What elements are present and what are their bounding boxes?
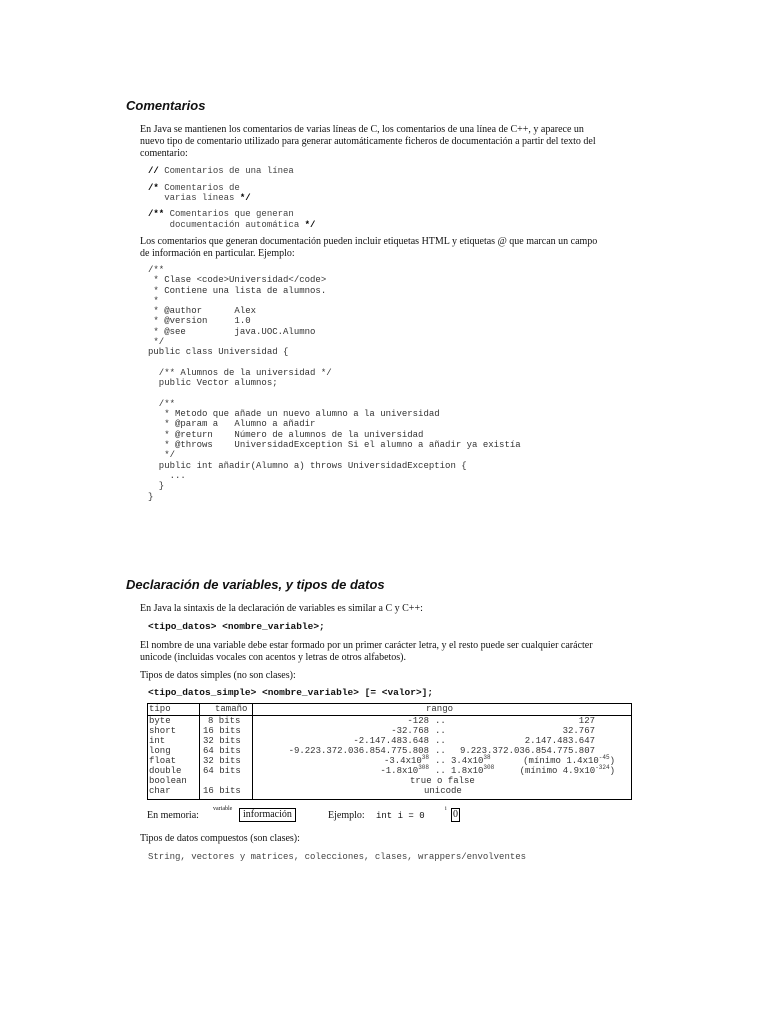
cell-min: -9.223.372.036.854.775.808 (288, 746, 429, 756)
cell-size: 16 bits (203, 786, 241, 796)
cell-range: unicode (424, 786, 462, 796)
example-value-box: 0 (453, 809, 458, 820)
memory-small-label: variable (213, 806, 233, 812)
cell-tipo: int (149, 736, 166, 746)
cell-size: 16 bits (203, 726, 241, 736)
example-code: int i = 0 (376, 811, 425, 821)
header-tipo: tipo (149, 704, 171, 714)
cell-tipo: float (149, 756, 177, 766)
types-table (147, 703, 632, 800)
compound-types-list: String, vectores y matrices, colecciones, clases, wrappers/envolventes (148, 852, 527, 862)
cell-tipo: short (149, 726, 177, 736)
cell-max: 32.767 (562, 726, 595, 736)
comentarios-intro: En Java se mantienen los comentarios de varias líneas de C, los comentarios de una línea de C++, y aparece un nuevo tipo de comentario utilizado para generar automáticamente ficheros de documentación a partir del texto del comentario: (140, 124, 596, 159)
memory-label: En memoria: (147, 810, 199, 821)
cell-note: (mínimo $4.9x10^{-324}$) (519, 764, 615, 776)
cell-min: -128 (407, 716, 429, 726)
cell-size: 32 bits (203, 756, 241, 766)
section-title-comentarios: Comentarios (126, 98, 206, 113)
cell-sep: .. (435, 756, 446, 766)
table-row (148, 736, 631, 746)
variables-intro: En Java la sintaxis de la declaración de variables es similar a C y C++: (140, 603, 423, 614)
cell-max: 2.147.483.647 (524, 736, 595, 746)
multi-line-comment-1: /* Comentarios de (148, 183, 240, 193)
header-tamano: tamaño (215, 704, 248, 714)
example-label: Ejemplo: (328, 810, 365, 821)
simple-types-label: Tipos de datos simples (no son clases): (140, 670, 296, 681)
example-code-block: /** * Clase <code>Universidad</code> * Contiene una lista de alumnos. * * @author Alex * @version 1.0 * @see java.UOC.Alumno */ public class Universidad { /** Alumnos de la universidad */ public Vector alumnos; /** * Metodo que añade un nuevo alumno a la universidad * @param a Alumno a añadir * @return Número de alumnos de la universidad * @throws UniversidadException Si el alumno a añadir ya existía */ public int añadir(Alumno a) throws UniversidadException { ... } } (148, 265, 521, 502)
header-rango: rango (426, 704, 454, 714)
table-row (148, 746, 631, 756)
doc-note: Los comentarios que generan documentación pueden incluir etiquetas HTML y etiquetas @ que marcan un campo de información en particular. Ejemplo: (140, 236, 598, 259)
table-row (148, 726, 631, 736)
example-small-index: i (445, 806, 447, 812)
doc-comment-2: documentación automática */ (148, 220, 316, 230)
cell-sep: .. (435, 726, 446, 736)
naming-rule: El nombre de una variable debe estar formado por un primer carácter letra, y el resto puede ser cualquier carácter unicode (incluidas vocales con acentos y letras de otros alfabetos). (140, 640, 593, 663)
table-row (148, 766, 631, 776)
cell-note: (mínimo $1.4x10^{-45}$) (523, 754, 615, 766)
cell-min: $-3.4x10^{38}$ (383, 754, 429, 766)
table-row (148, 776, 631, 786)
cell-max: 9.223.372.036.854.775.807 (459, 746, 595, 756)
cell-size: 8 bits (208, 716, 241, 726)
doc-comment-1: /** Comentarios que generan (148, 209, 294, 219)
cell-min: -2.147.483.648 (353, 736, 429, 746)
cell-tipo: byte (149, 716, 171, 726)
cell-sep: .. (435, 746, 446, 756)
cell-max: 127 (578, 716, 595, 726)
cell-size: 64 bits (203, 766, 241, 776)
simple-types-syntax: <tipo_datos_simple> <nombre_variable> [= <valor>]; (148, 687, 434, 698)
variable-syntax: <tipo_datos> <nombre_variable>; (148, 621, 325, 632)
cell-tipo: double (149, 766, 182, 776)
table-row (148, 716, 631, 726)
cell-size: 64 bits (203, 746, 241, 756)
cell-sep: .. (435, 716, 446, 726)
single-line-comment: // Comentarios de una línea (148, 166, 294, 176)
table-row (148, 786, 631, 796)
cell-tipo: boolean (149, 776, 187, 786)
cell-min: $-1.8x10^{308}$ (380, 764, 429, 776)
table-row (148, 756, 631, 766)
cell-max: $1.8x10^{308}$ (451, 764, 495, 776)
section-title-variables: Declaración de variables, y tipos de datos (126, 577, 385, 592)
cell-size: 32 bits (203, 736, 241, 746)
cell-tipo: long (149, 746, 171, 756)
cell-range: true o false (410, 776, 475, 786)
cell-tipo: char (149, 786, 171, 796)
cell-sep: .. (435, 736, 446, 746)
cell-sep: .. (435, 766, 446, 776)
cell-min: -32.768 (391, 726, 429, 736)
multi-line-comment-2: varias líneas */ (148, 193, 251, 203)
compound-types-label: Tipos de datos compuestos (son clases): (140, 833, 300, 844)
cell-max: $3.4x10^{38}$ (451, 754, 491, 766)
memory-box: información (239, 808, 296, 822)
